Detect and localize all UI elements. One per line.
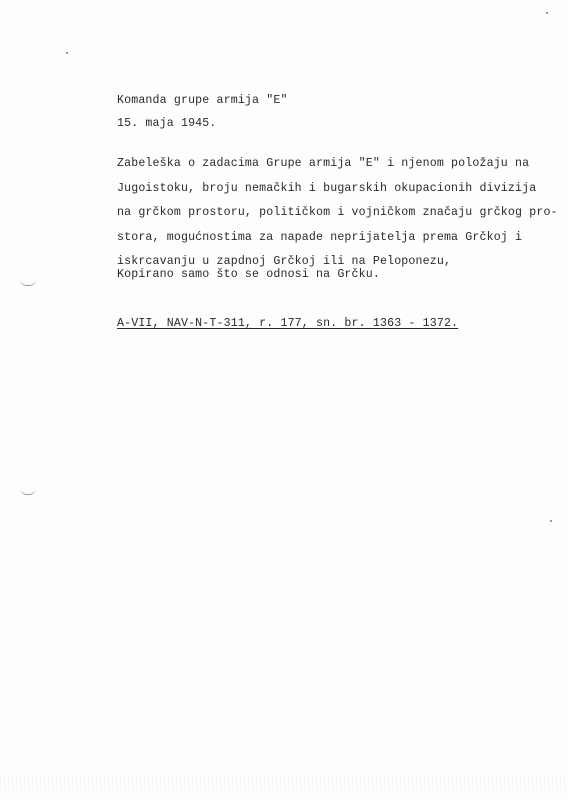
- punch-hole-mark-bottom: [20, 488, 36, 495]
- scan-speck: [546, 12, 548, 14]
- document-date: 15. maja 1945.: [117, 117, 217, 130]
- body-line-2: Jugoistoku, broju nemačkih i bugarskih okupacionih divizija: [117, 182, 537, 195]
- body-line-6: Kopirano samo što se odnosi na Grčku.: [117, 268, 380, 281]
- scan-edge-artifact: [0, 776, 568, 790]
- body-line-1: Zabeleška o zadacima Grupe armija "E" i njenom položaju na: [117, 157, 530, 170]
- scan-speck: [550, 520, 552, 522]
- scan-speck: [66, 52, 68, 54]
- command-heading: Komanda grupe armija "E": [117, 94, 288, 107]
- punch-hole-mark-top: [20, 279, 36, 286]
- body-line-4: stora, mogućnostima za napade neprijatelja prema Grčkoj i: [117, 231, 523, 244]
- body-line-5: iskrcavanju u zapdnoj Grčkoj ili na Peloponezu,: [117, 255, 452, 268]
- body-line-3: na grčkom prostoru, političkom i vojničkom značaju grčkog pro-: [117, 206, 558, 219]
- archive-reference: A-VII, NAV-N-T-311, r. 177, sn. br. 1363 - 1372.: [117, 317, 459, 330]
